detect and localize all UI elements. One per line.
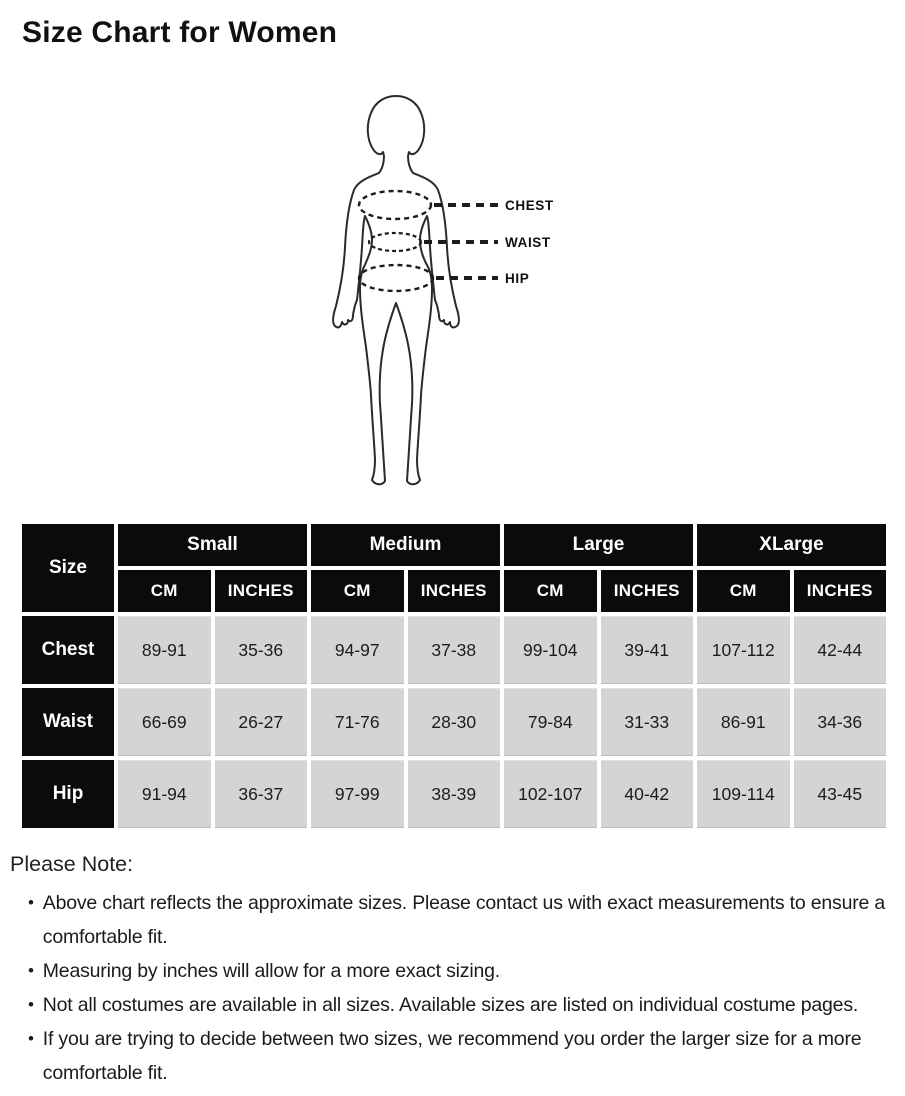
note-text: If you are trying to decide between two sizes, we recommend you order the larger size for a more comfortable fit. xyxy=(42,1028,862,1084)
size-group-medium: Medium xyxy=(311,524,500,566)
size-group-large: Large xyxy=(504,524,693,566)
value-cell: 43-45 xyxy=(794,760,887,828)
unit-header-inches: INCHES xyxy=(601,570,694,612)
value-cell: 66-69 xyxy=(118,688,211,756)
value-cell: 38-39 xyxy=(408,760,501,828)
note-item xyxy=(28,954,896,988)
bullet-icon: • xyxy=(28,1029,34,1048)
bullet-icon: • xyxy=(28,995,34,1014)
value-cell: 26-27 xyxy=(215,688,308,756)
unit-header-cm: CM xyxy=(697,570,790,612)
value-cell: 107-112 xyxy=(697,616,790,684)
value-cell: 86-91 xyxy=(697,688,790,756)
bullet-icon: • xyxy=(28,961,34,980)
unit-header-inches: INCHES xyxy=(794,570,887,612)
unit-header-cm: CM xyxy=(311,570,404,612)
unit-header-inches: INCHES xyxy=(215,570,308,612)
value-cell: 31-33 xyxy=(601,688,694,756)
value-cell: 39-41 xyxy=(601,616,694,684)
hip-label: HIP xyxy=(505,271,530,286)
table-row-chest xyxy=(22,616,886,684)
size-corner-header: Size xyxy=(22,524,114,612)
note-item xyxy=(28,886,896,954)
value-cell: 71-76 xyxy=(311,688,404,756)
row-label-hip: Hip xyxy=(22,760,114,828)
woman-silhouette xyxy=(333,96,459,484)
bullet-icon: • xyxy=(28,893,34,912)
note-text: Measuring by inches will allow for a more exact sizing. xyxy=(42,960,500,982)
chest-label: CHEST xyxy=(505,198,554,213)
unit-header-row xyxy=(22,570,886,612)
value-cell: 89-91 xyxy=(118,616,211,684)
unit-header-cm: CM xyxy=(504,570,597,612)
note-text: Not all costumes are available in all sizes. Available sizes are listed on individual costume pages. xyxy=(42,994,859,1016)
unit-header-inches: INCHES xyxy=(408,570,501,612)
value-cell: 28-30 xyxy=(408,688,501,756)
value-cell: 109-114 xyxy=(697,760,790,828)
note-text: Above chart reflects the approximate sizes. Please contact us with exact measurements to ensure a comfortable fit. xyxy=(42,892,886,948)
value-cell: 99-104 xyxy=(504,616,597,684)
notes-section xyxy=(10,852,896,1090)
unit-header-cm: CM xyxy=(118,570,211,612)
row-label-chest: Chest xyxy=(22,616,114,684)
value-cell: 40-42 xyxy=(601,760,694,828)
waist-label: WAIST xyxy=(505,235,551,250)
notes-heading: Please Note: xyxy=(10,852,134,876)
value-cell: 35-36 xyxy=(215,616,308,684)
size-chart-table-section xyxy=(18,520,890,832)
value-cell: 97-99 xyxy=(311,760,404,828)
row-label-waist: Waist xyxy=(22,688,114,756)
value-cell: 102-107 xyxy=(504,760,597,828)
note-item xyxy=(28,988,896,1022)
value-cell: 34-36 xyxy=(794,688,887,756)
value-cell: 36-37 xyxy=(215,760,308,828)
measurement-figure xyxy=(318,92,582,506)
table-row-waist xyxy=(22,688,886,756)
woman-body-outline-diagram xyxy=(318,92,582,506)
notes-list xyxy=(10,886,896,1090)
size-group-header-row xyxy=(22,524,886,566)
size-group-small: Small xyxy=(118,524,307,566)
size-chart-table xyxy=(18,520,890,832)
value-cell: 79-84 xyxy=(504,688,597,756)
page-title: Size Chart for Women xyxy=(22,16,338,49)
value-cell: 42-44 xyxy=(794,616,887,684)
size-group-xlarge: XLarge xyxy=(697,524,886,566)
value-cell: 94-97 xyxy=(311,616,404,684)
value-cell: 91-94 xyxy=(118,760,211,828)
table-row-hip xyxy=(22,760,886,828)
value-cell: 37-38 xyxy=(408,616,501,684)
